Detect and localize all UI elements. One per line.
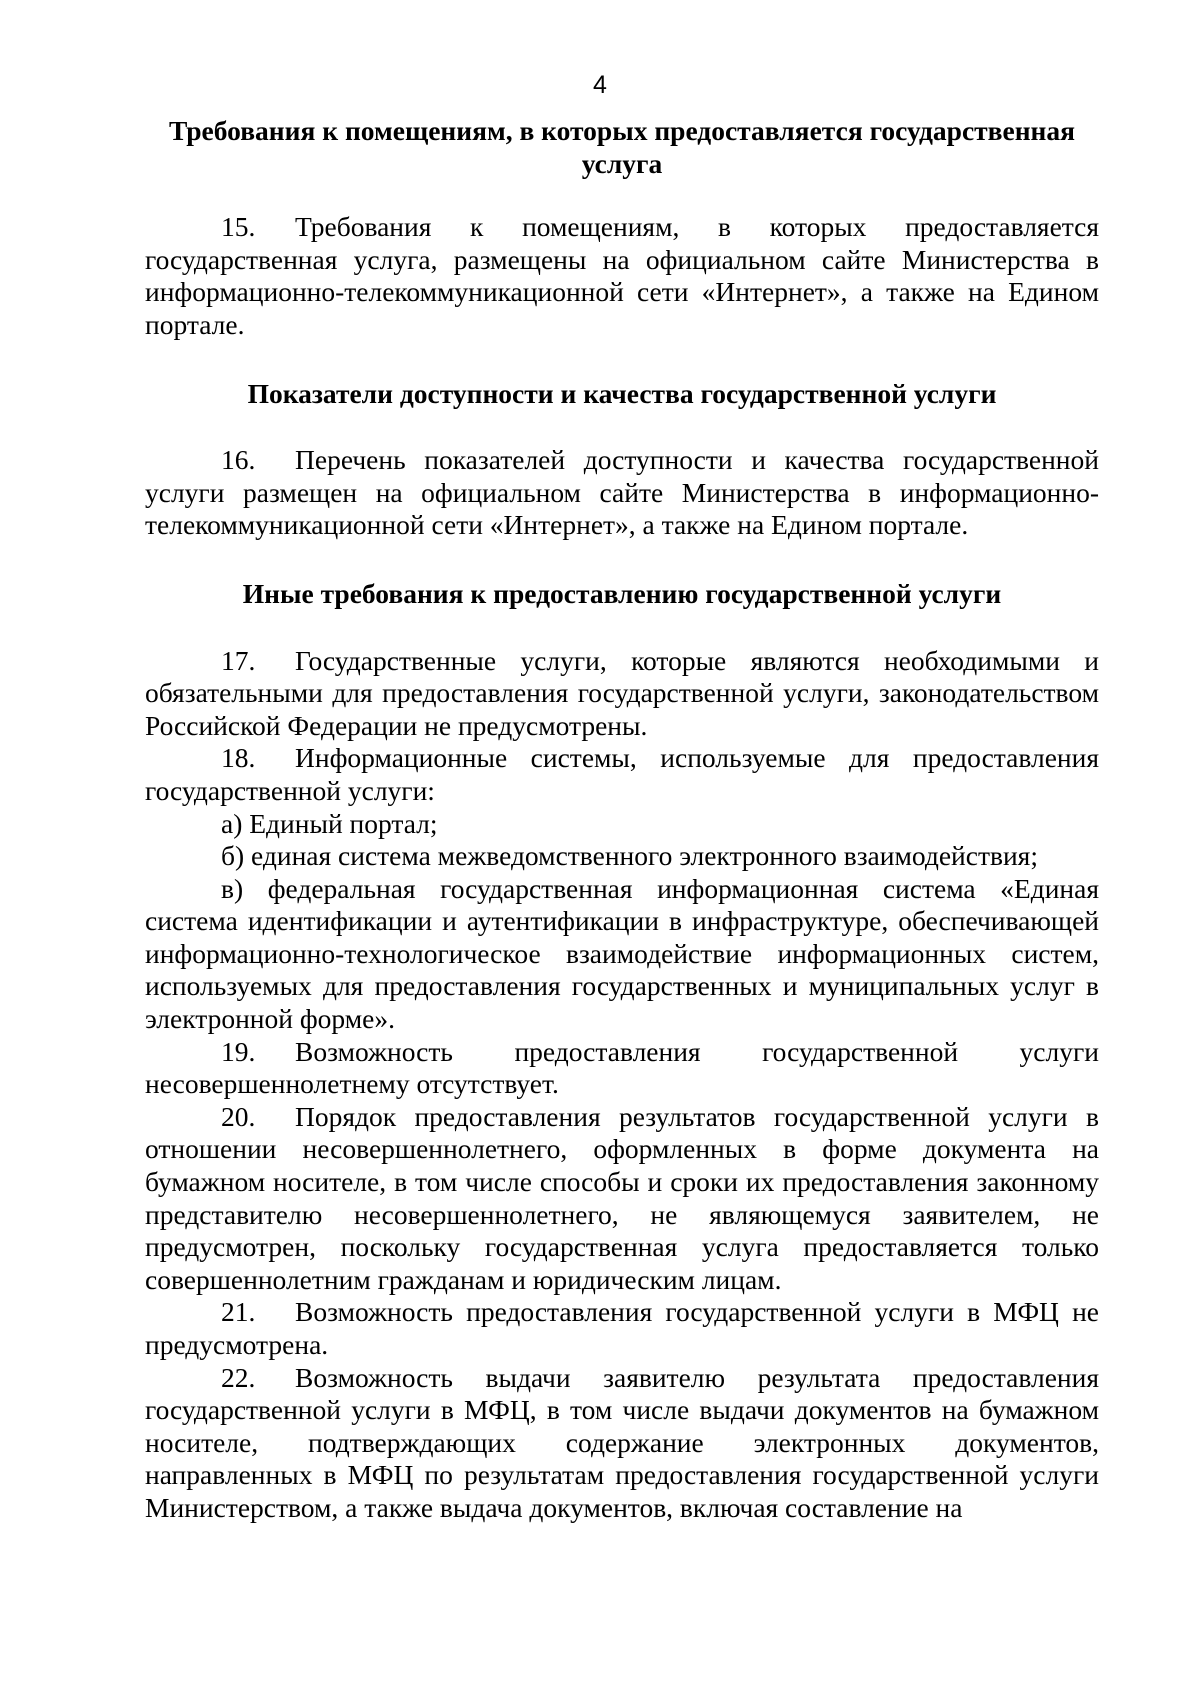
paragraph-15-text: Требования к помещениям, в которых предоставляется государственная услуга, размещены на официальном сайте Министерства в информационно-телекоммуникационной сети «Интернет», а также на Едином портале. bbox=[145, 211, 1099, 340]
paragraph-20-number: 20. bbox=[221, 1100, 256, 1132]
page-content bbox=[145, 115, 1099, 1525]
paragraph-22 bbox=[145, 1362, 1099, 1525]
paragraph-16-number: 16. bbox=[221, 444, 256, 476]
paragraph-19-text: Возможность предоставления государственной услуги несовершеннолетнему отсутствует. bbox=[145, 1035, 1099, 1100]
list-item-18a: а) Единый портал; bbox=[221, 807, 438, 839]
paragraph-18-number: 18. bbox=[221, 742, 256, 774]
paragraph-17 bbox=[145, 645, 1099, 743]
heading-other-requirements: Иные требования к предоставлению государственной услуги bbox=[242, 577, 1002, 609]
paragraph-20 bbox=[145, 1101, 1099, 1297]
paragraph-19 bbox=[145, 1036, 1099, 1101]
paragraph-16 bbox=[145, 444, 1099, 542]
heading-premises-requirements: Требования к помещениям, в которых предоставляется государственная услуга bbox=[168, 115, 1076, 179]
paragraph-22-number: 22. bbox=[221, 1361, 256, 1393]
paragraph-21-number: 21. bbox=[221, 1296, 256, 1328]
heading-quality-indicators: Показатели доступности и качества государственной услуги bbox=[247, 377, 997, 409]
paragraph-19-number: 19. bbox=[221, 1035, 256, 1067]
paragraph-15 bbox=[145, 211, 1099, 341]
paragraph-17-number: 17. bbox=[221, 644, 256, 676]
paragraph-22-text: Возможность выдачи заявителю результата предоставления государственной услуги в МФЦ, в том числе выдачи документов на бумажном носителе, подтверждающих содержание электронных документов, направленных в МФЦ по результатам предоставления государственной услуги Министерством, а также выдача документов, включая составление на bbox=[145, 1361, 1099, 1523]
list-item-18c: в) федеральная государственная информационная система «Единая система идентификации и аутентификации в инфраструктуре, обеспечивающей информационно-технологическое взаимодействие информационных систем, используемых для предоставления государственных и муниципальных услуг в электронной форме». bbox=[145, 872, 1099, 1035]
paragraph-18-text: Информационные системы, используемые для предоставления государственной услуги: bbox=[145, 742, 1099, 806]
list-item-18b: б) единая система межведомственного электронного взаимодействия; bbox=[221, 840, 1038, 872]
paragraph-21 bbox=[145, 1296, 1099, 1361]
paragraph-16-text: Перечень показателей доступности и качества государственной услуги размещен на официальном сайте Министерства в информационно-телекоммуникационной сети «Интернет», а также на Едином портале. bbox=[145, 444, 1099, 541]
paragraph-20-text: Порядок предоставления результатов государственной услуги в отношении несовершеннолетнего, оформленных в форме документа на бумажном носителе, в том числе способы и сроки их предоставления законному представителю несовершеннолетнего, не являющемуся заявителем, не предусмотрен, поскольку государственная услуга предоставляется только совершеннолетним гражданам и юридическим лицам. bbox=[145, 1100, 1099, 1295]
paragraph-17-text: Государственные услуги, которые являются необходимыми и обязательными для предоставления государственной услуги, законодательством Российской Федерации не предусмотрены. bbox=[145, 644, 1099, 741]
paragraph-21-text: Возможность предоставления государственной услуги в МФЦ не предусмотрена. bbox=[145, 1296, 1099, 1360]
paragraph-18 bbox=[145, 742, 1099, 807]
page-number: 4 bbox=[593, 71, 607, 99]
paragraph-15-number: 15. bbox=[221, 211, 256, 243]
